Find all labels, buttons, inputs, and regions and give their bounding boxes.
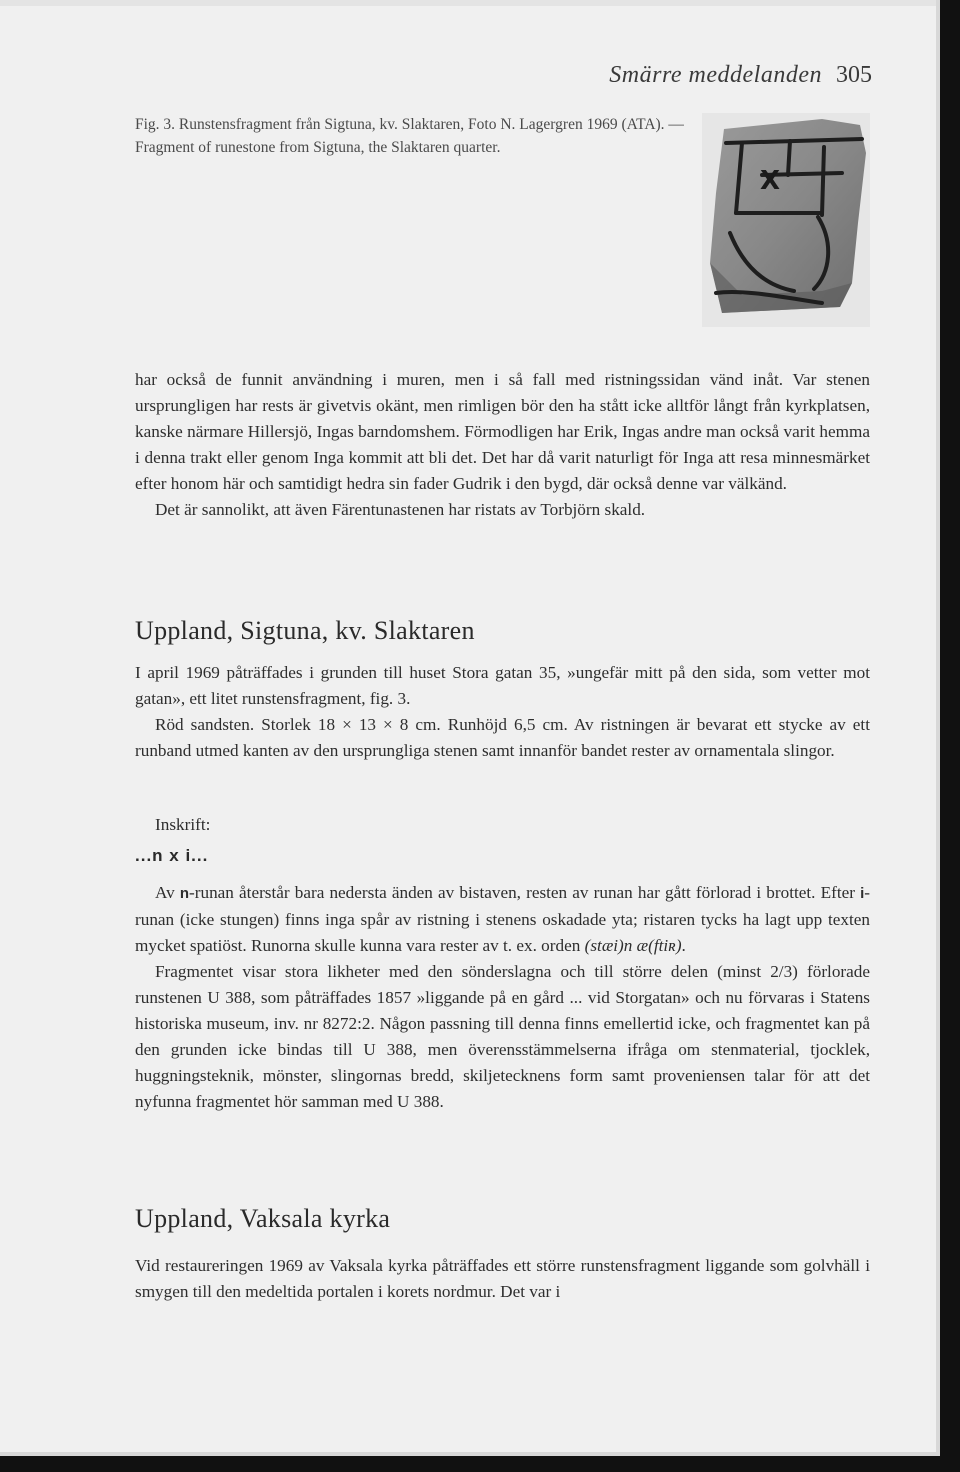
paragraph: Det är sannolikt, att även Färentunastenen har ristats av Torbjörn skald.	[155, 500, 646, 519]
carved-x-mark: X	[760, 166, 781, 196]
paragraph: Röd sandsten. Storlek 18 × 13 × 8 cm. Runhöjd 6,5 cm. Av ristningen är bevarat ett stycke av ett runband utmed kanten av den ursprungliga stenen samt innanför bandet rester av ornamentala slingor.	[135, 715, 870, 760]
text-run: .	[681, 936, 686, 955]
scan-edge-top	[0, 0, 960, 6]
paragraph: har också de funnit användning i muren, men i så fall med ristningssidan vänd inåt. Var stenen ursprungligen har rests är givetvis okänt, men rimligen bör den ha stått icke alltför långt från kyrkplatsen, kanske närmare Hillersjö, Ingas barndomshem. Förmodligen har Erik, Ingas andre man också varit hemma i denna trakt eller genom Inga kommit att bli det. Det har då varit naturligt för Inga att resa minnesmärket efter honom här och samtidigt hedra sin fader Gudrik i den bygd, där också denne var välkänd.	[135, 370, 870, 493]
scan-edge-bottom	[0, 1456, 960, 1472]
page-number: 305	[836, 62, 872, 88]
text-run: Av	[155, 883, 180, 902]
inscription-label-block	[135, 812, 870, 838]
scan-edge-right	[940, 0, 960, 1472]
paragraph: Fragmentet visar stora likheter med den sönderslagna och till större delen (minst 2/3) förlorade runstenen U 388, som påträffades 1857 »liggande på en gård ... vid Storgatan» och nu förvaras i Statens historiska museum, inv. nr 8272:2. Någon passning till denna finns emellertid icke, och fragmentet kan på den grunden icke bindas till U 388, men överensstämmelserna ifråga om stenmaterial, tjocklek, huggningsteknik, mönster, slingornas bredd, skiljetecknens form samt proveniensen talar för att det nyfunna fragmentet hör samman med U 388.	[135, 962, 870, 1111]
section1-body	[135, 660, 870, 764]
section-heading: Uppland, Vaksala kyrka	[135, 1204, 391, 1233]
body-text-top	[135, 367, 870, 523]
italic-word: æ(ftiʀ)	[636, 936, 682, 955]
section1-body-2	[135, 880, 870, 1115]
rune-n: n	[179, 885, 190, 902]
running-title: Smärre meddelanden	[609, 62, 822, 88]
paragraph	[135, 880, 870, 959]
text-run: -runan (icke stungen) finns inga spår av ristning i stenens oskadade yta; ristaren tycks ha lagt upp texten mycket spatiöst. Runorna skulle kunna vara rester av t. ex. orden	[135, 883, 871, 955]
paragraph: I april 1969 påträffades i grunden till huset Stora gatan 35, »ungefär mitt på den sida, som vetter mot gatan», ett litet runstensfragment, fig. 3.	[135, 663, 870, 708]
italic-word: (stæi)n	[584, 936, 633, 955]
running-head	[560, 62, 872, 89]
figure-caption: Fig. 3. Runstensfragment från Sigtuna, kv. Slaktaren, Foto N. Lagergren 1969 (ATA). — Fragment of runestone from Sigtuna, the Slaktaren quarter.	[135, 116, 684, 156]
rune-i: i	[860, 885, 865, 902]
paragraph: Vid restaureringen 1969 av Vaksala kyrka påträffades ett större runstensfragment liggande som golvhäll i smygen till den medeltida portalen i korets nordmur. Det var i	[135, 1256, 870, 1301]
section2-body	[135, 1253, 870, 1305]
inscription-label: Inskrift:	[155, 815, 211, 834]
runestone-fragment-photo	[702, 113, 870, 327]
text-run: -runan återstår bara nedersta änden av bistaven, resten av runan har gått förlorad i brottet. Efter	[189, 883, 861, 902]
inscription-runes: ...n x i...	[135, 846, 209, 865]
section-heading: Uppland, Sigtuna, kv. Slaktaren	[135, 616, 475, 645]
